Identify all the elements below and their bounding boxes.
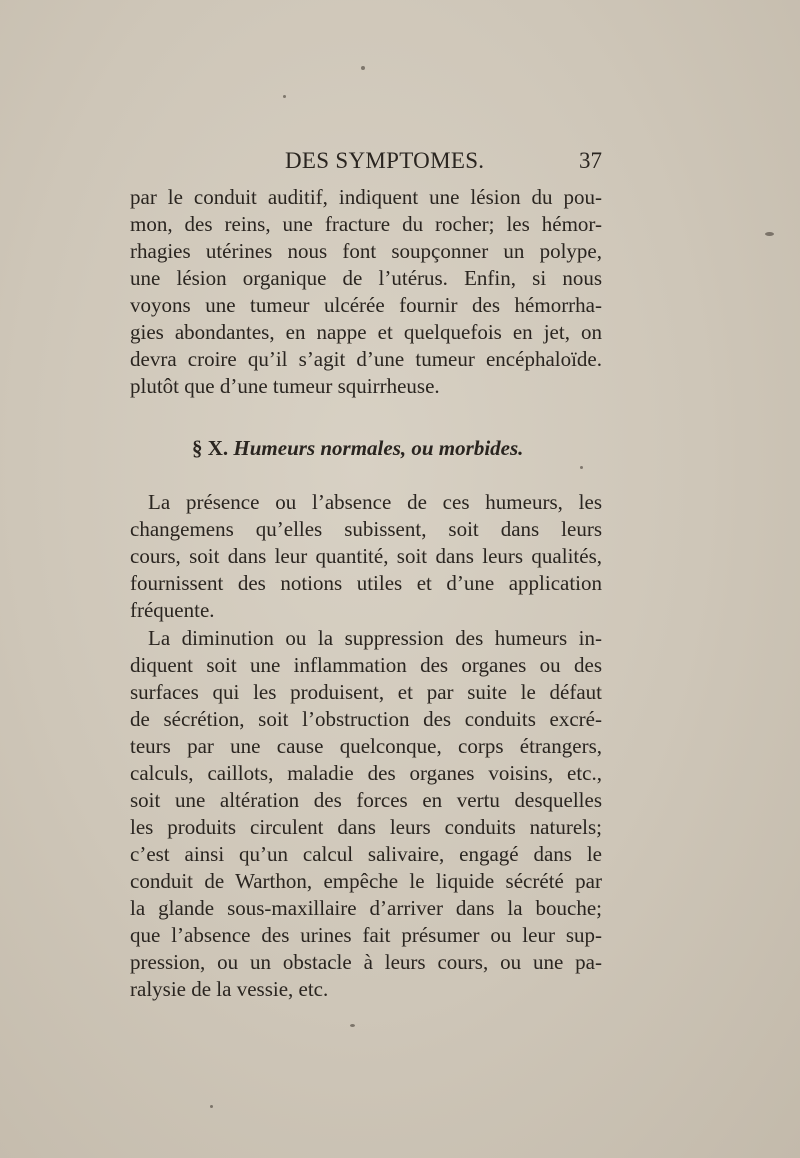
text-line: que l’absence des urines fait présumer ou leur sup- [130,923,602,947]
paper-speck [210,1105,213,1108]
paper-speck [283,95,286,98]
paper-speck [350,1024,355,1027]
text-line: conduit de Warthon, empêche le liquide sécrété par [130,869,602,893]
running-title: DES SYMPTOMES. [285,148,485,173]
text-line: c’est ainsi qu’un calcul salivaire, engagé dans le [130,842,602,866]
text-line: mon, des reins, une fracture du rocher; les hémor- [130,212,602,236]
text-line: surfaces qui les produisent, et par suite le défaut [130,680,602,704]
paper-speck [361,66,365,70]
text-line: par le conduit auditif, indiquent une lésion du pou- [130,185,602,209]
paper-speck [765,232,774,236]
text-line: La présence ou l’absence de ces humeurs, les [148,490,602,514]
text-line: fournissent des notions utiles et d’une application [130,571,602,595]
text-line: voyons une tumeur ulcérée fournir des hémorrha- [130,293,602,317]
text-line: calculs, caillots, maladie des organes voisins, etc., [130,761,602,785]
text-line: pression, ou un obstacle à leurs cours, ou une pa- [130,950,602,974]
text-line: rhagies utérines nous font soupçonner un polype, [130,239,602,263]
text-line: teurs par une cause quelconque, corps étrangers, [130,734,602,758]
section-number: § X. [192,436,229,460]
paragraph-2 [130,489,602,624]
text-line: plutôt que d’une tumeur squirrheuse. [130,374,440,398]
page-number: 37 [579,148,602,173]
text-line: La diminution ou la suppression des humeurs in- [148,626,602,650]
text-line: ralysie de la vessie, etc. [130,977,329,1001]
section-heading [192,436,523,461]
text-line: soit une altération des forces en vertu desquelles [130,788,602,812]
text-line: de sécrétion, soit l’obstruction des conduits excré- [130,707,602,731]
text-line: les produits circulent dans leurs conduits naturels; [130,815,602,839]
text-line: gies abondantes, en nappe et quelquefois en jet, on [130,320,602,344]
text-line: fréquente. [130,598,215,622]
text-line: la glande sous-maxillaire d’arriver dans la bouche; [130,896,602,920]
text-line: changemens qu’elles subissent, soit dans leurs [130,517,602,541]
paper-speck [580,466,583,469]
text-line: une lésion organique de l’utérus. Enfin, si nous [130,266,602,290]
section-title: Humeurs normales, ou morbides. [233,436,524,460]
paragraph-3 [130,625,602,1003]
running-head [130,148,602,178]
text-line: cours, soit dans leur quantité, soit dans leurs qualités, [130,544,602,568]
text-line: devra croire qu’il s’agit d’une tumeur encéphaloïde. [130,347,602,371]
paragraph-1 [130,184,602,400]
text-line: diquent soit une inflammation des organes ou des [130,653,602,677]
